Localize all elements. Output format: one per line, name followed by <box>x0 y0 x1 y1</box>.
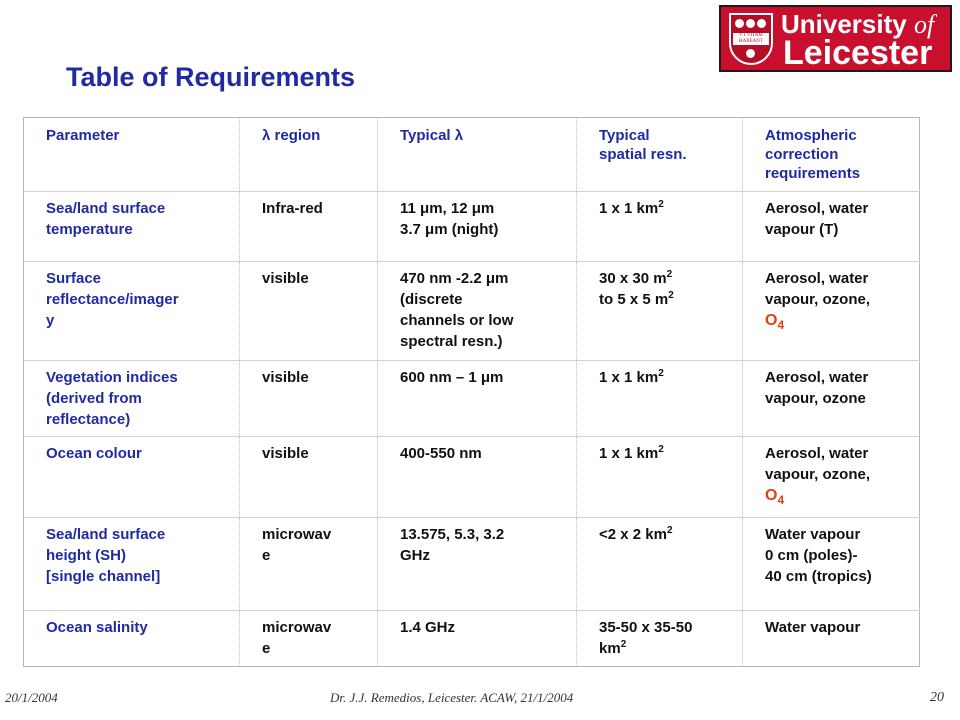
spatial-resolution-cell: 35-50 x 35-50 $km^2$ <box>577 611 743 667</box>
footer-author: Dr. J.J. Remedios, Leicester. ACAW, 21/1/2004 <box>330 690 574 705</box>
header-spatial-resolution: Typical spatial resn. <box>577 118 743 192</box>
spatial-resolution-cell: 1 x 1 $km^2$ <box>577 436 743 517</box>
table-row <box>24 191 920 262</box>
correction-cell: Aerosol, water vapour, ozone, $O_4$ <box>743 436 920 517</box>
spatial-resolution-cell: <2 x 2 $km^2$ <box>577 517 743 611</box>
parameter-cell: Ocean colour <box>24 436 240 517</box>
correction-cell: Aerosol, water vapour (T) <box>743 191 920 262</box>
page-title: Table of Requirements <box>66 62 356 92</box>
table-row <box>24 262 920 361</box>
parameter-cell: Vegetation indices (derived from reflectance) <box>24 361 240 437</box>
typical-wavelength-cell: 1.4 GHz <box>378 611 577 667</box>
parameter-cell: Sea/land surface temperature <box>24 191 240 262</box>
crest-motto: VT VITAM HABEANT <box>733 33 769 45</box>
table-row <box>24 611 920 667</box>
university-logo <box>719 5 952 72</box>
header-region: λ region <box>240 118 378 192</box>
region-cell: visible <box>240 361 378 437</box>
typical-wavelength-cell: 400-550 nm <box>378 436 577 517</box>
region-cell: visible <box>240 436 378 517</box>
correction-cell: Water vapour 0 cm (poles)- 40 cm (tropics) <box>743 517 920 611</box>
parameter-cell: Sea/land surface height (SH) [single channel] <box>24 517 240 611</box>
requirements-table <box>23 117 920 667</box>
header-parameter: Parameter <box>24 118 240 192</box>
parameter-cell: Surface reflectance/imager y <box>24 262 240 361</box>
logo-word-of: of <box>913 10 935 39</box>
logo-word-university: University of <box>781 9 935 39</box>
header-atmospheric-correction: Atmospheric correction requirements <box>743 118 920 192</box>
footer-date: 20/1/2004 <box>5 690 58 705</box>
table-row <box>24 361 920 437</box>
parameter-cell: Ocean salinity <box>46 619 148 637</box>
spatial-resolution-cell: 1 x 1 $km^2$ <box>577 361 743 437</box>
crest-icon <box>729 13 773 65</box>
spatial-resolution-cell: 30 x 30 $m^2$ to 5 x 5 $m^2$ <box>577 262 743 361</box>
region-cell: microwav e <box>240 611 378 667</box>
region-cell: visible <box>240 262 378 361</box>
typical-wavelength-cell: 13.575, 5.3, 3.2 GHz <box>378 517 577 611</box>
region-cell: microwav e <box>240 517 378 611</box>
table-row <box>24 517 920 611</box>
spatial-resolution-cell: 1 x 1 $km^2$ <box>577 191 743 262</box>
typical-wavelength-cell: 11 μm, 12 μm 3.7 μm (night) <box>378 191 577 262</box>
header-typical-wavelength: Typical λ <box>378 118 577 192</box>
table-row <box>24 436 920 517</box>
typical-wavelength-cell: 470 nm -2.2 μm (discrete channels or low spectral resn.) <box>378 262 577 361</box>
page-number: 20 <box>930 690 944 705</box>
table-header-row <box>24 118 920 192</box>
region-cell: Infra-red <box>240 191 378 262</box>
correction-cell: Water vapour <box>743 611 920 667</box>
correction-cell: Aerosol, water vapour, ozone <box>743 361 920 437</box>
typical-wavelength-cell: 600 nm – 1 μm <box>378 361 577 437</box>
correction-cell: Aerosol, water vapour, ozone, $O_4$ <box>743 262 920 361</box>
logo-word-leicester: Leicester <box>783 34 933 72</box>
